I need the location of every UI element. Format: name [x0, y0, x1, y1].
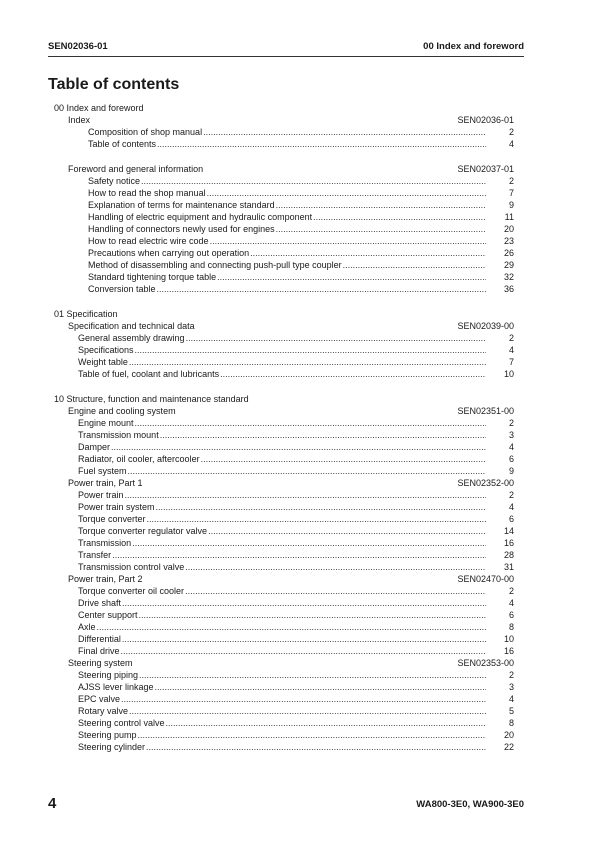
toc-entry [48, 609, 524, 621]
toc-page-number: 7 [508, 357, 514, 367]
dot-leader [207, 187, 486, 199]
toc-entry-title: Explanation of terms for maintenance standard [88, 200, 275, 210]
toc-entry-title: Power train system [78, 502, 155, 512]
toc-entry-title: Differential [78, 634, 121, 644]
toc-section [48, 477, 524, 489]
dot-leader [276, 223, 486, 235]
toc-entry [48, 633, 524, 645]
toc-entry [48, 283, 524, 295]
dot-leader [121, 693, 486, 705]
toc-section-title: Foreword and general information [68, 164, 204, 174]
toc-entry [48, 259, 524, 271]
toc-section [48, 163, 524, 175]
toc-entry-title: Weight table [78, 357, 128, 367]
toc-page-number: 3 [508, 430, 514, 440]
toc-page-number: 29 [503, 260, 514, 270]
toc-section-title: Power train, Part 2 [68, 574, 143, 584]
toc-entry [48, 681, 524, 693]
toc-entry [48, 223, 524, 235]
dot-leader [210, 235, 486, 247]
toc-entry-title: Center support [78, 610, 138, 620]
page-title: Table of contents [48, 76, 180, 93]
dot-leader [155, 681, 486, 693]
toc-entry [48, 669, 524, 681]
toc-entry-title: Axle [78, 622, 96, 632]
toc-section-code: SEN02470-00 [457, 574, 514, 584]
toc-section-title: Steering system [68, 658, 133, 668]
dot-leader [160, 429, 486, 441]
toc-entry [48, 344, 524, 356]
dot-leader [276, 199, 486, 211]
toc-entry-title: Table of contents [88, 139, 157, 149]
dot-leader [129, 356, 486, 368]
dot-leader [138, 729, 486, 741]
dot-leader [122, 633, 486, 645]
toc-section-code: SEN02352-00 [457, 478, 514, 488]
toc-page-number: 4 [508, 502, 514, 512]
toc-entry-title: Transmission mount [78, 430, 159, 440]
toc-entry [48, 537, 524, 549]
dot-leader [185, 561, 486, 573]
header-divider [48, 56, 524, 57]
toc-page-number: 2 [508, 176, 514, 186]
toc-page-number: 9 [508, 200, 514, 210]
doc-code: SEN02036-01 [48, 41, 108, 52]
toc-entry [48, 693, 524, 705]
toc-page-number: 8 [508, 718, 514, 728]
toc-page-number: 2 [508, 490, 514, 500]
toc-page-number: 16 [503, 646, 514, 656]
toc-entry-title: Handling of connectors newly used for engines [88, 224, 275, 234]
toc-page-number: 14 [503, 526, 514, 536]
toc-entry [48, 597, 524, 609]
toc-page-number: 2 [508, 670, 514, 680]
toc-entry [48, 585, 524, 597]
toc-page-number: 26 [503, 248, 514, 258]
toc-entry-title: Drive shaft [78, 598, 122, 608]
toc-page-number: 22 [503, 742, 514, 752]
toc-entry [48, 187, 524, 199]
toc-entry-title: Fuel system [78, 466, 127, 476]
toc-page-number: 10 [503, 369, 514, 379]
toc-page-number: 6 [508, 514, 514, 524]
toc-entry-title: Rotary valve [78, 706, 129, 716]
toc-entry-title: Torque converter regulator valve [78, 526, 208, 536]
toc-entry [48, 453, 524, 465]
toc-entry [48, 465, 524, 477]
page-footer [48, 795, 524, 815]
toc-page-number: 20 [503, 224, 514, 234]
dot-leader [121, 645, 486, 657]
dot-leader [166, 717, 486, 729]
toc-entry [48, 429, 524, 441]
toc-page-number: 11 [504, 212, 514, 222]
toc-entry-title: Engine mount [78, 418, 134, 428]
dot-leader [129, 705, 486, 717]
toc-section-title: Power train, Part 1 [68, 478, 143, 488]
toc-section-code: SEN02039-00 [457, 321, 514, 331]
dot-leader [157, 138, 486, 150]
toc-page-number: 2 [508, 418, 514, 428]
toc-entry-title: AJSS lever linkage [78, 682, 154, 692]
toc-page-number: 4 [508, 139, 514, 149]
dot-leader [122, 597, 486, 609]
toc-entry [48, 501, 524, 513]
dot-leader [112, 549, 486, 561]
toc-entry-title: General assembly drawing [78, 333, 185, 343]
page-number: 4 [48, 795, 57, 812]
toc-page-number: 2 [508, 586, 514, 596]
toc-entry-title: Power train [78, 490, 124, 500]
toc-page-number: 4 [508, 345, 514, 355]
toc-page-number: 6 [508, 610, 514, 620]
dot-leader [208, 525, 486, 537]
section-name: 00 Index and foreword [423, 41, 524, 52]
toc-page-number: 6 [508, 454, 514, 464]
toc-page-number: 32 [503, 272, 514, 282]
toc-entry [48, 525, 524, 537]
toc-entry-title: Handling of electric equipment and hydraulic component [88, 212, 313, 222]
table-of-contents [48, 102, 524, 753]
toc-section [48, 320, 524, 332]
toc-page-number: 9 [508, 466, 514, 476]
toc-entry [48, 235, 524, 247]
toc-page-number: 2 [508, 127, 514, 137]
toc-section-code: SEN02353-00 [457, 658, 514, 668]
toc-entry [48, 705, 524, 717]
dot-leader [313, 211, 486, 223]
toc-entry [48, 356, 524, 368]
toc-group-title: 01 Specification [54, 309, 118, 319]
toc-entry-title: How to read electric wire code [88, 236, 209, 246]
toc-page-number: 4 [508, 442, 514, 452]
toc-page-number: 5 [508, 706, 514, 716]
toc-entry-title: Damper [78, 442, 111, 452]
dot-leader [141, 175, 486, 187]
toc-page-number: 4 [508, 598, 514, 608]
toc-entry-title: Steering cylinder [78, 742, 146, 752]
toc-entry [48, 417, 524, 429]
dot-leader [97, 621, 486, 633]
toc-entry-title: Transmission control valve [78, 562, 185, 572]
toc-entry-title: Method of disassembling and connecting push-pull type coupler [88, 260, 342, 270]
toc-section-code: SEN02351-00 [457, 406, 514, 416]
toc-entry-title: Steering pump [78, 730, 137, 740]
dot-leader [132, 537, 486, 549]
toc-entry-title: Safety notice [88, 176, 141, 186]
toc-page-number: 23 [503, 236, 514, 246]
toc-section-title: Specification and technical data [68, 321, 195, 331]
toc-page-number: 7 [508, 188, 514, 198]
toc-group-heading [48, 102, 524, 114]
toc-page-number: 36 [503, 284, 514, 294]
toc-page-number: 16 [503, 538, 514, 548]
toc-section [48, 657, 524, 669]
toc-page-number: 10 [503, 634, 514, 644]
dot-leader [343, 259, 486, 271]
toc-entry [48, 513, 524, 525]
toc-section-code: SEN02037-01 [457, 164, 514, 174]
toc-section [48, 573, 524, 585]
model-names: WA800-3E0, WA900-3E0 [416, 799, 524, 810]
toc-entry-title: EPC valve [78, 694, 121, 704]
toc-page-number: 20 [503, 730, 514, 740]
toc-entry-title: Transfer [78, 550, 112, 560]
toc-page-number: 2 [508, 333, 514, 343]
toc-section-title: Engine and cooling system [68, 406, 176, 416]
toc-entry-title: Specifications [78, 345, 134, 355]
toc-group-title: 00 Index and foreword [54, 103, 144, 113]
toc-entry [48, 199, 524, 211]
toc-entry [48, 621, 524, 633]
toc-entry [48, 441, 524, 453]
toc-entry [48, 247, 524, 259]
toc-entry-title: Table of fuel, coolant and lubricants [78, 369, 220, 379]
toc-entry-title: Final drive [78, 646, 120, 656]
dot-leader [156, 501, 486, 513]
toc-entry-title: Conversion table [88, 284, 156, 294]
toc-entry-title: Steering piping [78, 670, 139, 680]
toc-entry [48, 549, 524, 561]
toc-section-title: Index [68, 115, 91, 125]
dot-leader [139, 609, 486, 621]
dot-leader [147, 513, 486, 525]
dot-leader [125, 489, 486, 501]
toc-entry [48, 332, 524, 344]
dot-leader [250, 247, 486, 259]
dot-leader [111, 441, 486, 453]
toc-entry [48, 271, 524, 283]
dot-leader [135, 344, 486, 356]
toc-entry [48, 368, 524, 380]
toc-entry-title: Torque converter [78, 514, 146, 524]
page-header [48, 41, 524, 55]
dot-leader [220, 368, 486, 380]
toc-entry-title: Precautions when carrying out operation [88, 248, 250, 258]
toc-entry-title: Standard tightening torque table [88, 272, 217, 282]
toc-entry-title: How to read the shop manual [88, 188, 206, 198]
toc-entry [48, 729, 524, 741]
toc-entry [48, 138, 524, 150]
toc-section [48, 405, 524, 417]
toc-section-code: SEN02036-01 [457, 115, 514, 125]
dot-leader [217, 271, 486, 283]
toc-entry [48, 741, 524, 753]
toc-entry [48, 561, 524, 573]
dot-leader [139, 669, 486, 681]
dot-leader [201, 453, 486, 465]
toc-group-heading [48, 393, 524, 405]
toc-entry-title: Composition of shop manual [88, 127, 203, 137]
toc-entry-title: Transmission [78, 538, 132, 548]
dot-leader [185, 585, 486, 597]
toc-entry-title: Radiator, oil cooler, aftercooler [78, 454, 200, 464]
dot-leader [186, 332, 486, 344]
toc-entry [48, 211, 524, 223]
dot-leader [128, 465, 486, 477]
toc-section [48, 114, 524, 126]
toc-page-number: 4 [508, 694, 514, 704]
toc-entry [48, 126, 524, 138]
toc-page-number: 31 [503, 562, 514, 572]
toc-group-title: 10 Structure, function and maintenance standard [54, 394, 249, 404]
dot-leader [135, 417, 486, 429]
dot-leader [157, 283, 486, 295]
toc-entry [48, 489, 524, 501]
toc-page-number: 3 [508, 682, 514, 692]
toc-group-heading [48, 308, 524, 320]
toc-page-number: 28 [503, 550, 514, 560]
dot-leader [146, 741, 486, 753]
toc-page-number: 8 [508, 622, 514, 632]
toc-entry [48, 717, 524, 729]
dot-leader [203, 126, 486, 138]
toc-entry-title: Steering control valve [78, 718, 165, 728]
toc-entry [48, 175, 524, 187]
toc-entry-title: Torque converter oil cooler [78, 586, 185, 596]
toc-entry [48, 645, 524, 657]
